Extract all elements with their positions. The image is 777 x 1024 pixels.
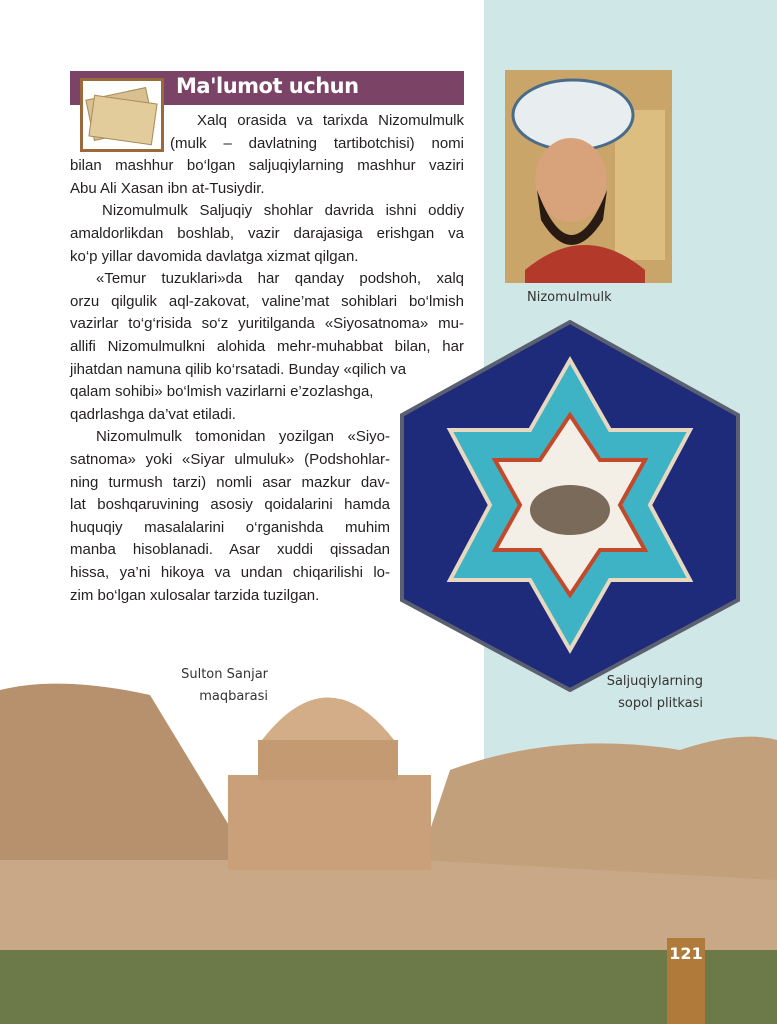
tile-caption-line2: sopol plitkasi (618, 696, 703, 711)
body-text-line: ning turmush tarzi) nomli asar mazkur dav- (70, 473, 390, 491)
portrait-caption: Nizomulmulk (527, 290, 612, 305)
body-text-line: hissa, ya’ni hikoya va undan chiqarilishi lo- (70, 564, 390, 581)
body-text-line: orzu qilgulik aql-zakovat, valine’mat sohiblari bo‘lmish (70, 292, 464, 310)
body-text-line: lat boshqaruvining asosiy qoidalarini hamda (70, 496, 390, 514)
body-text-line: qalam sohibi» bo‘lmish vazirlarni e’zozlashga, (70, 383, 374, 401)
body-text-line: satnoma» yoki «Siyar ulmuluk» (Podshohlar- (70, 451, 390, 468)
body-text-line: jihatdan namuna qilib ko‘rsatadi. Bunday «qilich va (70, 360, 407, 378)
tile-image (400, 320, 740, 692)
body-text-line: zim bo‘lgan xulosalar tarzida tuzilgan. (70, 586, 320, 604)
body-text-line: manba hisoblanadi. Asar xuddi qissadan (70, 541, 390, 559)
body-text-line: qadrlashga da’vat etiladi. (70, 405, 236, 423)
body-text-line: Abu Ali Xasan ibn at-Tusiydir. (70, 179, 265, 197)
body-text-line: huquqiy masalalarini o‘rganishda muhim (70, 518, 390, 536)
body-text-line: amaldorlikdan boshlab, vazir darajasiga erishgan va (70, 225, 464, 242)
body-text-line: ko‘p yillar davomida davlatga xizmat qilgan. (70, 247, 359, 265)
portrait-image (505, 70, 672, 283)
tile-caption-line1: Saljuqiylarning (606, 674, 703, 689)
body-text-line: vazirlar to‘g‘risida so‘z yuritilganda «Siyosatnoma» mu- (70, 315, 464, 333)
notes-icon (80, 78, 164, 152)
body-text-line: Nizomulmulk tomonidan yozilgan «Siyo- (96, 428, 390, 446)
landscape-image (0, 660, 777, 1024)
body-text-line: Xalq orasida va tarixda Nizomulmulk (197, 112, 464, 129)
body-text-line: Nizomulmulk Saljuqiy shohlar davrida ishni oddiy (102, 202, 464, 220)
mausoleum-caption-line1: Sulton Sanjar (181, 667, 268, 682)
body-text-line: «Temur tuzuklari»da har qanday podshoh, xalq (96, 270, 464, 288)
page-number: 121 (667, 938, 705, 1024)
mausoleum-caption-line2: maqbarasi (199, 689, 268, 704)
body-text-line: allifi Nizomulmulkni alohida mehr-muhabbat bilan, har (70, 338, 464, 355)
info-box-title: Ma'lumot uchun (176, 74, 359, 98)
body-text-line: bilan mashhur bo‘lgan saljuqiylarning mashhur vaziri (70, 157, 464, 175)
body-text-line: (mulk – davlatning tartibotchisi) nomi (170, 134, 464, 152)
